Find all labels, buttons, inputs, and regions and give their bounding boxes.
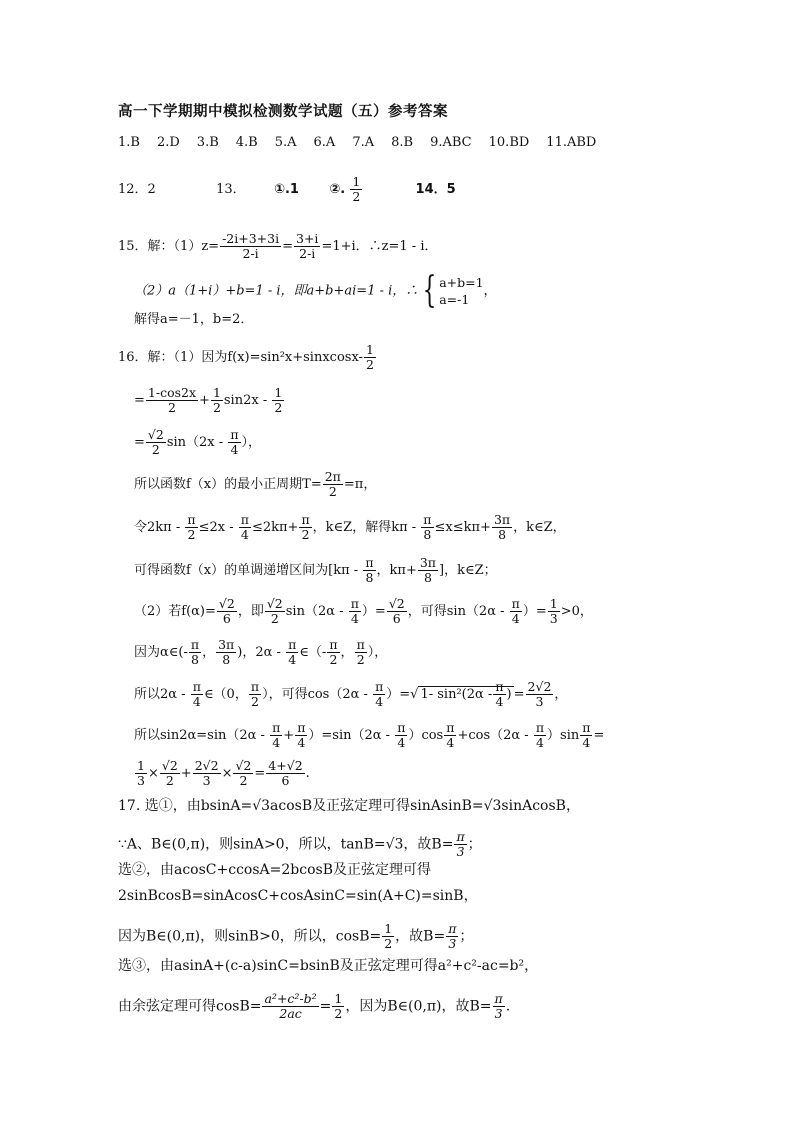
numerator: π (192, 679, 201, 694)
text: ， (202, 645, 216, 660)
numerator: π (240, 512, 249, 527)
numerator: a²+c²-b² (264, 991, 317, 1006)
fraction (193, 759, 221, 788)
denominator: 2 (274, 400, 283, 415)
text: + (283, 728, 295, 743)
numerator: π (297, 720, 306, 735)
text: × (147, 766, 159, 781)
denominator: 3 (494, 1006, 503, 1021)
denominator: 2 (384, 936, 393, 951)
numerator: π (288, 637, 297, 652)
denominator: 3 (549, 611, 558, 626)
text: )，2α - (237, 645, 281, 660)
numerator: π (230, 427, 239, 442)
text: +cos（2α - (457, 728, 529, 743)
text: ]，k∈Z； (439, 563, 497, 578)
text: ，因为B∈(0,π)，故B= (345, 998, 492, 1015)
fraction (266, 759, 304, 788)
fraction (249, 680, 261, 709)
denominator: 2 (334, 1006, 343, 1021)
page-title: 高一下学期期中模拟检测数学试题（五）参考答案 (118, 104, 448, 120)
text: = (513, 687, 525, 702)
fraction (146, 386, 198, 415)
q16-line11 (134, 759, 310, 788)
choice-answers (118, 133, 613, 153)
fraction (216, 638, 236, 667)
numerator: 1 (274, 385, 283, 400)
text: ， (483, 283, 497, 299)
text: 所以2α - (134, 687, 186, 702)
numerator: -2i+3+3i (222, 231, 280, 246)
denominator: 6 (222, 611, 231, 626)
fraction (295, 721, 307, 750)
denominator: 3 (137, 773, 145, 788)
denominator: 4 (288, 652, 297, 667)
fraction (418, 556, 438, 585)
denominator: 2 (328, 484, 337, 499)
choice-answer: 10.BD (488, 135, 530, 150)
system-row: a+b=1 (439, 275, 484, 290)
denominator: 8 (191, 652, 199, 667)
text: ) (506, 687, 512, 702)
denominator: 2-i (242, 246, 259, 261)
choice-answer: 2.D (156, 135, 180, 150)
fraction (191, 680, 203, 709)
denominator: 8 (365, 570, 374, 585)
fraction (189, 638, 201, 667)
text: sin2x - (223, 393, 268, 408)
fraction (146, 428, 166, 457)
denominator: 4 (582, 735, 591, 750)
q16-line8 (134, 638, 387, 667)
q14-answer: 14．5 (415, 182, 456, 197)
fraction (454, 830, 466, 859)
text: = (134, 393, 145, 408)
fraction (272, 386, 284, 415)
fraction (233, 759, 253, 788)
numerator: √2 (147, 427, 164, 442)
denominator: 4 (375, 694, 384, 709)
denominator: 8 (423, 527, 432, 542)
q17-line3: 选②，由acosC+ccosA=2bcosB及正弦定理可得 (118, 862, 431, 878)
numerator: π (365, 555, 374, 570)
numerator: √2 (161, 758, 178, 773)
text: + (199, 393, 210, 408)
text: ≤2x - (198, 520, 234, 535)
denominator: 2 (151, 442, 160, 457)
q17-line6: 选③，由asinA+(c-a)sinC=bsinB及正弦定理可得a²+c²-ac=b²， (118, 958, 539, 974)
denominator: 2 (329, 652, 338, 667)
numerator: π (448, 921, 457, 936)
text: ， (554, 687, 568, 702)
fraction (327, 638, 339, 667)
q16-line5 (134, 513, 566, 542)
choice-answer: 1.B (118, 135, 140, 150)
denominator: 6 (392, 611, 401, 626)
denominator: 2 (356, 652, 365, 667)
text: ）= (522, 604, 547, 619)
text: 因为α∈(- (134, 645, 188, 660)
numerator: 4+√2 (268, 758, 303, 773)
choice-answer: 7.A (352, 135, 375, 150)
choice-answer: 11.ABD (546, 135, 597, 150)
q15-line3: 解得a=－1，b=2． (134, 312, 254, 327)
numerator: 1 (365, 342, 374, 357)
numerator: 1 (137, 758, 145, 773)
q16-line10 (134, 721, 604, 750)
numerator: 1 (352, 174, 361, 189)
brace-icon: { (422, 270, 437, 311)
denominator: 8 (423, 570, 432, 585)
q17-line5 (118, 922, 473, 951)
q15-line1 (118, 232, 437, 261)
fraction (382, 922, 394, 951)
fraction (228, 428, 240, 457)
fraction (493, 992, 505, 1021)
text: ，kπ+ (376, 563, 417, 578)
numerator: 3π (419, 555, 437, 570)
fraction (395, 721, 407, 750)
text: 1- sin²(2α - (420, 687, 493, 702)
fraction (387, 597, 407, 626)
fraction (446, 922, 458, 951)
numerator: √2 (218, 596, 235, 611)
denominator: 4 (240, 527, 249, 542)
numerator: 1 (334, 991, 343, 1006)
denominator: 2 (250, 694, 259, 709)
text: =1+i．∴z=1 - i． (321, 239, 438, 254)
text: ∈（- (299, 645, 327, 660)
numerator: 2√2 (194, 758, 219, 773)
system-row: a=-1 (439, 292, 470, 307)
equation-system (418, 270, 484, 311)
text: = (134, 435, 145, 450)
fraction (135, 759, 147, 788)
q16-line6 (134, 556, 497, 585)
numerator: π (356, 637, 365, 652)
numerator: √2 (235, 758, 252, 773)
choice-answer: 4.B (235, 135, 258, 150)
text: =π， (343, 477, 377, 492)
text: + (180, 766, 192, 781)
numerator: 1 (212, 385, 221, 400)
fraction (239, 513, 251, 542)
text: . (305, 766, 310, 781)
denominator: 6 (281, 773, 290, 788)
numerator: 2√2 (527, 679, 552, 694)
text: ； (459, 928, 474, 945)
numerator: π (187, 512, 196, 527)
text: . (505, 998, 511, 1015)
text: ）， (241, 435, 262, 450)
denominator: 2 (187, 527, 196, 542)
fraction (363, 556, 375, 585)
denominator: 2 (167, 400, 176, 415)
fraction (270, 721, 282, 750)
fraction (299, 513, 311, 542)
fraction (294, 232, 320, 261)
denominator: 2 (212, 400, 221, 415)
numerator: π (397, 720, 406, 735)
fraction (444, 721, 456, 750)
numerator: π (250, 679, 260, 694)
numerator: 1 (549, 596, 558, 611)
fraction (364, 343, 376, 372)
fraction (323, 470, 343, 499)
fraction (262, 992, 318, 1021)
numerator: π (495, 679, 504, 694)
numerator: √2 (266, 596, 283, 611)
text: ）， (367, 645, 388, 660)
denominator: 2 (352, 189, 361, 204)
fraction (492, 513, 512, 542)
numerator: π (350, 596, 359, 611)
q17-line1: 17. 选①，由bsinA=√3acosB及正弦定理可得sinAsinB=√3sinAcosB， (118, 798, 580, 814)
fraction (493, 680, 505, 709)
numerator: 2π (324, 469, 341, 484)
text: （2）a（1+i）+b=1 - i，即a+b+ai=1 - i，∴ (134, 283, 419, 299)
fraction (349, 597, 361, 626)
numerator: π (446, 720, 455, 735)
denominator: 4 (495, 694, 504, 709)
text: ）sin (547, 728, 580, 743)
text: ≤x≤kπ+ (434, 520, 491, 535)
numerator: 3π (218, 637, 235, 652)
q13-label: 13． (216, 182, 246, 197)
denominator: 4 (192, 694, 201, 709)
fraction (286, 638, 298, 667)
text: ≤2kπ+ (251, 520, 299, 535)
denominator: 2 (270, 611, 279, 626)
choice-answer: 6.A (313, 135, 336, 150)
text: （2）若f(α)= (134, 604, 216, 619)
denominator: 2 (165, 773, 174, 788)
fraction (217, 597, 237, 626)
text: ，k∈Z，解得kπ - (312, 520, 417, 535)
square-root (418, 679, 513, 709)
denominator: 4 (272, 735, 281, 750)
q16-line9 (134, 680, 567, 709)
fraction (534, 721, 546, 750)
text: ，可得sin（2α - (407, 604, 505, 619)
text: 所以函数f（x）的最小正周期T= (134, 477, 322, 492)
text: 所以sin2α=sin（2α - (134, 728, 265, 743)
fraction (350, 175, 362, 204)
text: ∈（0， (203, 687, 248, 702)
text: = (254, 766, 266, 781)
numerator: π (301, 512, 310, 527)
choice-answer: 9.ABC (430, 135, 472, 150)
fraction (373, 680, 385, 709)
q16-line3 (134, 428, 261, 457)
numerator: π (423, 512, 432, 527)
numerator: √2 (388, 596, 405, 611)
numerator: π (190, 637, 200, 652)
text: 可得函数f（x）的单调递增区间为[kπ - (134, 563, 359, 578)
fraction (185, 513, 197, 542)
fraction (211, 386, 223, 415)
fraction (220, 232, 281, 261)
q16-line7 (134, 597, 593, 626)
q16-line4 (134, 470, 376, 499)
numerator: π (272, 720, 281, 735)
denominator: 4 (446, 735, 455, 750)
fraction (526, 680, 554, 709)
text: ），可得cos（2α - (262, 687, 368, 702)
numerator: π (456, 829, 465, 844)
denominator: 4 (535, 735, 544, 750)
text: ）=sin（2α - (308, 728, 391, 743)
q17-line7 (118, 992, 510, 1021)
text: sin（2x - (166, 435, 224, 450)
numerator: 1-cos2x (147, 385, 197, 400)
denominator: 4 (350, 611, 359, 626)
text: ）=√ (386, 687, 419, 702)
text: ）= (361, 604, 386, 619)
numerator: π (511, 596, 520, 611)
text: = (282, 239, 293, 254)
text: sin（2α - (285, 604, 344, 619)
text: 因为B∈(0,π)，则sinB>0，所以，cosB= (118, 928, 382, 945)
denominator: 2 (301, 527, 310, 542)
text: ∵A、B∈(0,π)，则sinA>0，所以，tanB=√3，故B= (118, 836, 454, 853)
numerator: π (582, 720, 591, 735)
text: ）cos (408, 728, 444, 743)
denominator: 2-i (299, 246, 316, 261)
q16-line1 (118, 343, 377, 372)
q15-line2 (134, 270, 497, 311)
q12-answer: 12．2 (118, 182, 156, 197)
text: ，k∈Z， (513, 520, 566, 535)
denominator: 2ac (279, 1006, 302, 1021)
numerator: π (329, 637, 338, 652)
text: ， (340, 645, 354, 660)
denominator: 4 (297, 735, 306, 750)
denominator: 3 (448, 936, 457, 951)
q13-part2: ②. (329, 182, 346, 197)
fraction (265, 597, 285, 626)
text: ，即 (237, 604, 264, 619)
numerator: 3+i (296, 231, 319, 246)
text: = (593, 728, 605, 743)
numerator: π (494, 991, 503, 1006)
fraction (160, 759, 180, 788)
denominator: 2 (239, 773, 248, 788)
denominator: 3 (202, 773, 211, 788)
q17-line4: 2sinBcosB=sinAcosC+cosAsinC=sin(A+C)=sinB， (118, 888, 478, 904)
numerator: 3π (493, 512, 511, 527)
denominator: 3 (535, 694, 544, 709)
fraction (355, 638, 367, 667)
text: 16．解：（1）因为f(x)=sin²x+sinxcosx- (118, 350, 363, 365)
text: 由余弦定理可得cosB= (118, 998, 262, 1015)
text: × (221, 766, 233, 781)
fraction (580, 721, 592, 750)
text: = (319, 998, 332, 1015)
choice-answer: 3.B (196, 135, 219, 150)
fraction (510, 597, 522, 626)
fill-answers (118, 175, 456, 204)
numerator: π (375, 679, 384, 694)
choice-answer: 8.B (391, 135, 414, 150)
denominator: 8 (498, 527, 507, 542)
fraction (332, 992, 344, 1021)
fraction (421, 513, 433, 542)
q17-line2 (118, 830, 482, 859)
text: ； (467, 836, 482, 853)
text: >0， (560, 604, 593, 619)
denominator: 2 (365, 357, 374, 372)
denominator: 4 (511, 611, 520, 626)
denominator: 4 (230, 442, 239, 457)
numerator: π (535, 720, 545, 735)
text: 令2kπ - (134, 520, 181, 535)
text: ，故B= (395, 928, 446, 945)
denominator: 4 (397, 735, 406, 750)
numerator: 1 (384, 921, 393, 936)
fraction (548, 597, 560, 626)
denominator: 3 (456, 844, 465, 859)
text: 15．解：（1）z= (118, 239, 220, 254)
q16-line2 (134, 386, 285, 415)
q13-part1: ①.1 (273, 182, 299, 197)
denominator: 8 (222, 652, 231, 667)
choice-answer: 5.A (274, 135, 297, 150)
